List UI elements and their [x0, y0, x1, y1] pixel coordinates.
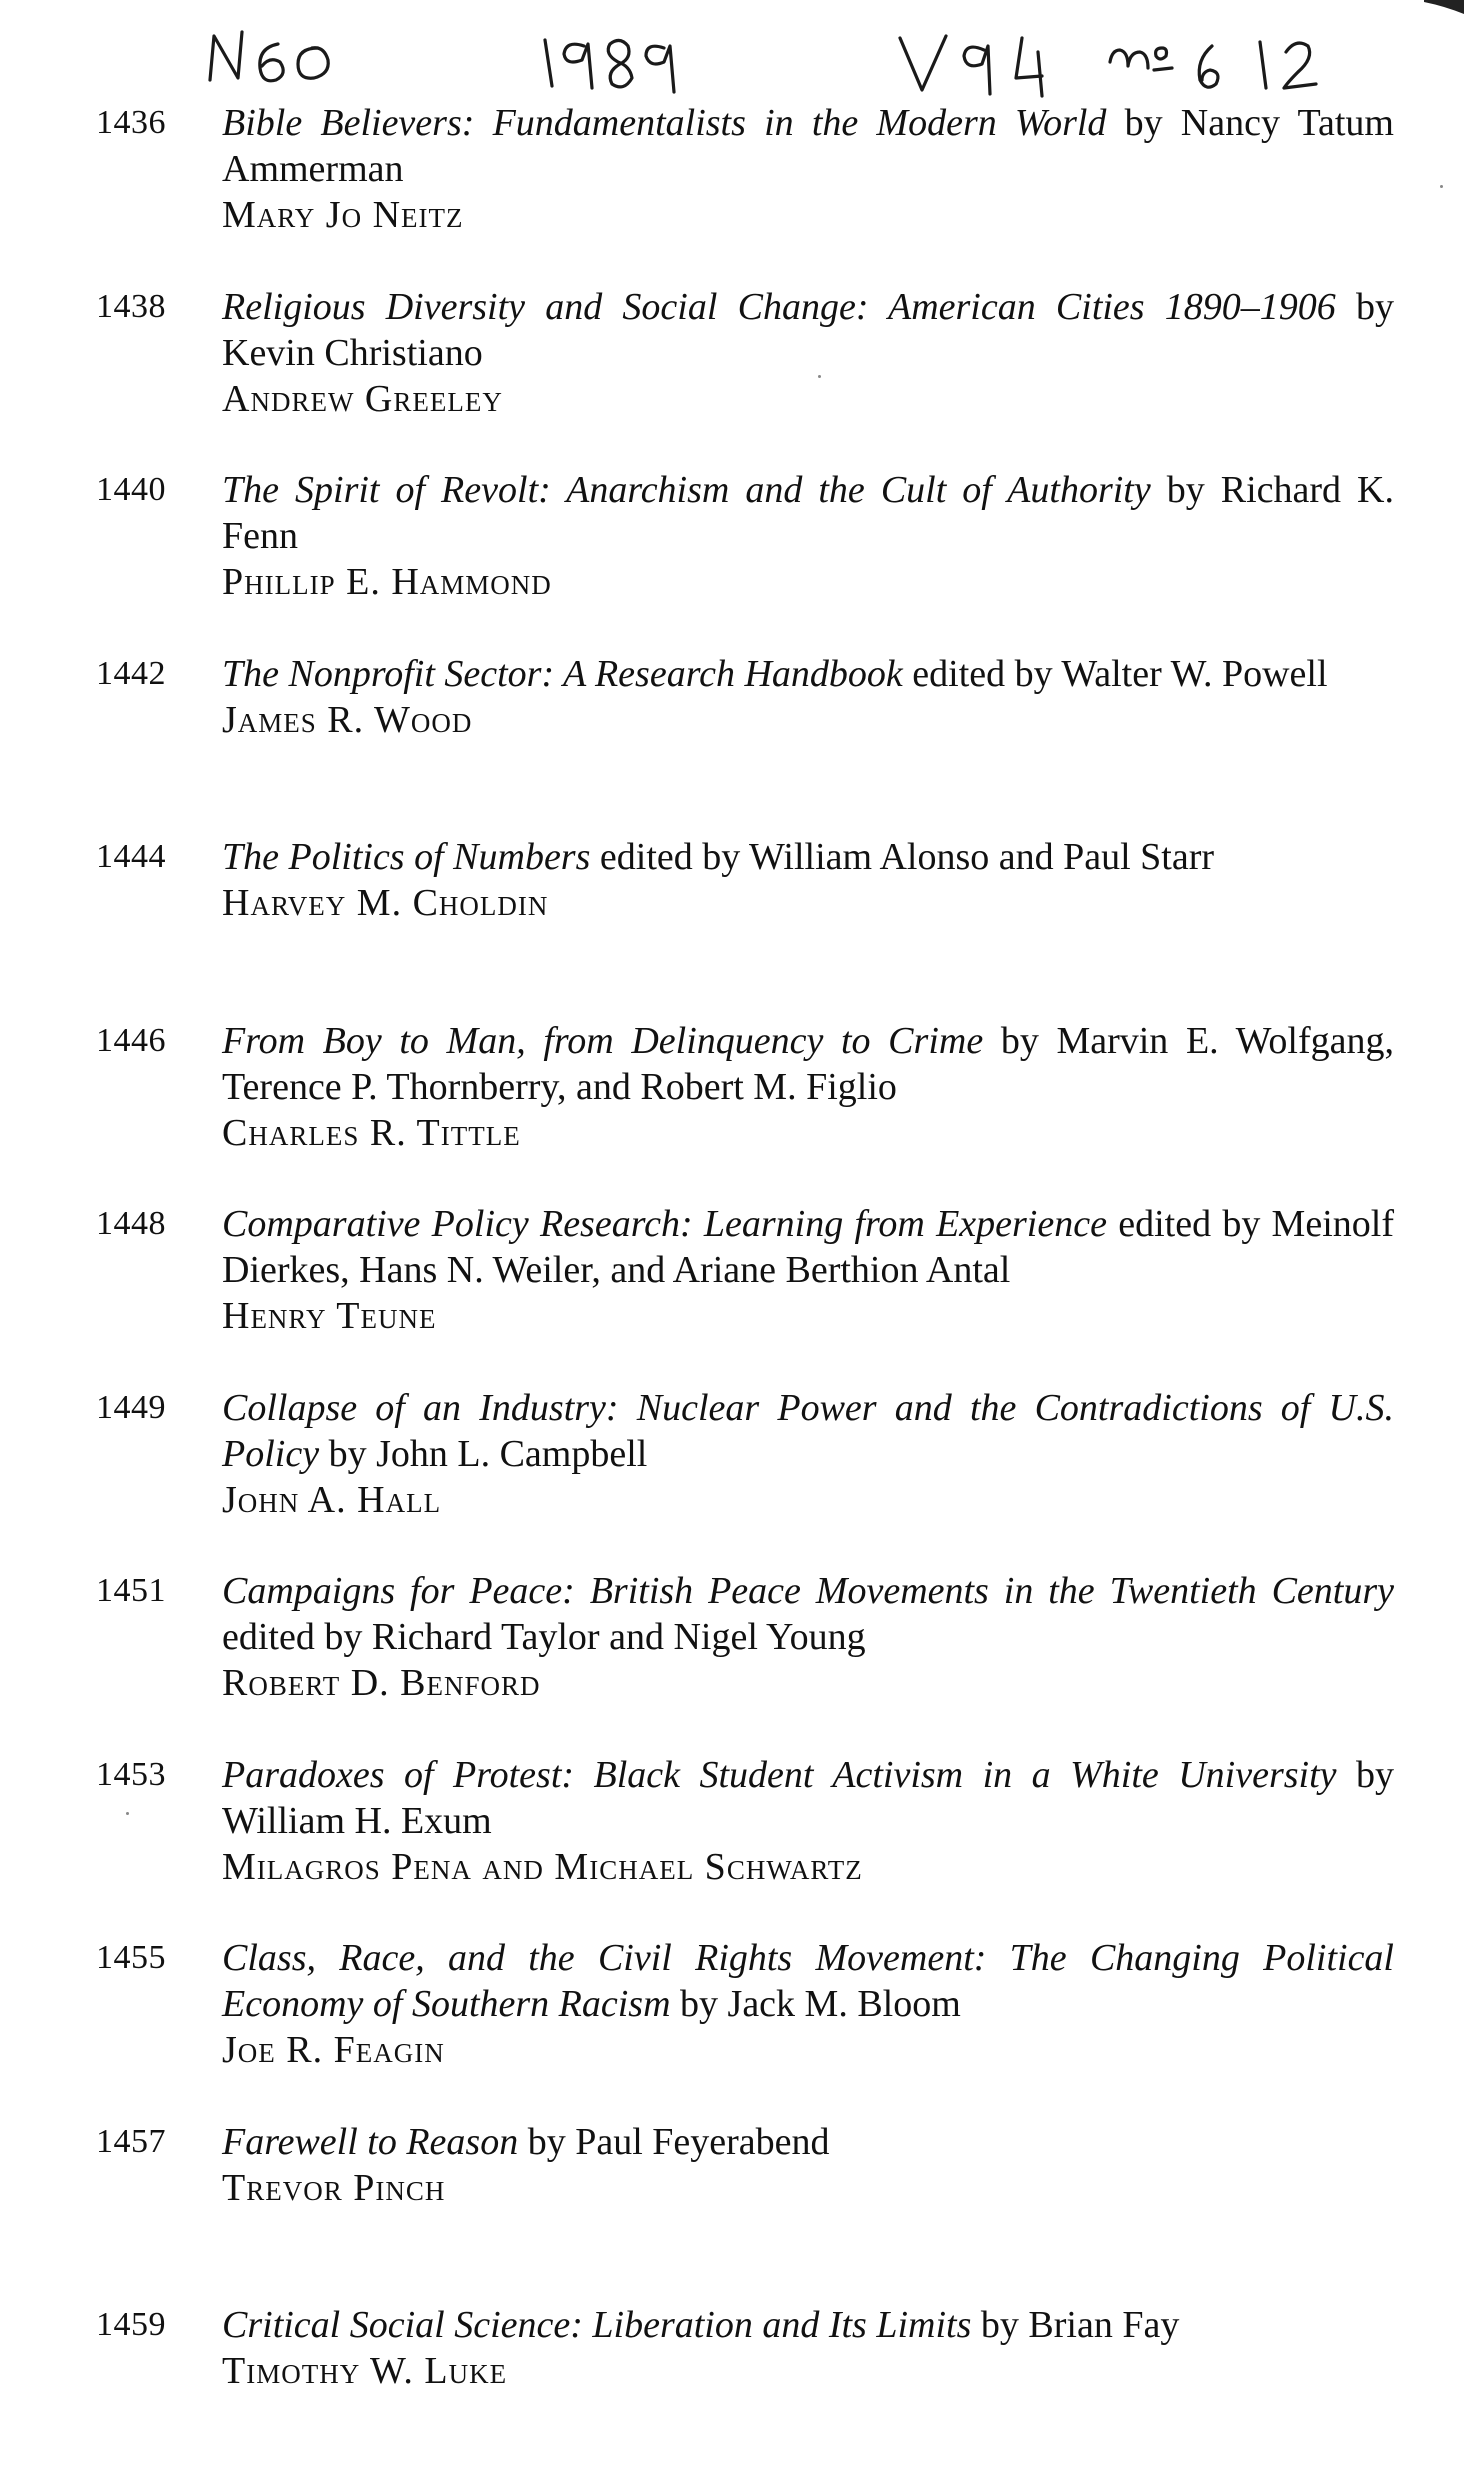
book-byline: by William H. Exum: [222, 1753, 1394, 1842]
reviewer-name: Robert D. Benford: [222, 1662, 541, 1704]
reviewer-name: Charles R. Tittle: [222, 1111, 521, 1154]
list-item: [0, 2113, 1464, 2297]
book-byline: by Paul Feyerabend: [518, 2120, 830, 2163]
book-title: Paradoxes of Protest: Black Student Activism in a White University: [222, 1753, 1337, 1796]
reviewer-name: Phillip E. Hammond: [222, 561, 552, 603]
reviewer-name: Harvey M. Choldin: [222, 882, 549, 924]
entry-text: [222, 2302, 1394, 2394]
book-byline: edited by Walter W. Powell: [902, 652, 1328, 695]
book-title: Bible Believers: Fundamentalists in the Modern World: [222, 102, 1107, 144]
handwritten-note: [200, 18, 1380, 98]
entry-text: [222, 1752, 1394, 1890]
entry-text: [222, 467, 1394, 605]
page-number: 1442: [96, 654, 166, 692]
list-item: [0, 828, 1464, 1012]
book-byline: edited by William Alonso and Paul Starr: [590, 836, 1215, 878]
page-number: 1438: [96, 287, 166, 325]
reviewer-name: Andrew Greeley: [222, 377, 503, 420]
entry-text: [222, 1018, 1394, 1156]
reviewer-name: James R. Wood: [222, 698, 473, 741]
entry-text: [222, 834, 1394, 926]
page-number: 1446: [96, 1021, 166, 1059]
book-byline: edited by Richard Taylor and Nigel Young: [222, 1616, 866, 1658]
list-item: [0, 1195, 1464, 1379]
book-byline: by Richard K. Fenn: [222, 469, 1394, 557]
book-byline: edited by Meinolf Dierkes, Hans N. Weiler, and Ariane Berthion Antal: [222, 1203, 1394, 1291]
book-title: Class, Race, and the Civil Rights Movement: The Changing Political Economy of Southern Racism: [222, 1937, 1394, 2025]
entry-text: [222, 284, 1394, 422]
reviewer-name: Trevor Pinch: [222, 2166, 446, 2209]
reviewer-name: Joe R. Feagin: [222, 2029, 445, 2071]
list-item: [0, 2296, 1464, 2480]
book-byline: by John L. Campbell: [319, 1432, 648, 1475]
page-number: 1451: [96, 1572, 166, 1609]
page-number: 1453: [96, 1755, 166, 1793]
page-number: 1457: [96, 2122, 166, 2160]
reviewer-name: John A. Hall: [222, 1478, 442, 1521]
entry-text: [222, 651, 1394, 743]
contents-list: [0, 94, 1464, 2480]
page-number: 1436: [96, 104, 166, 141]
page-number: 1455: [96, 1939, 166, 1976]
list-item: [0, 645, 1464, 829]
book-byline: by Kevin Christiano: [222, 285, 1394, 374]
book-title: Comparative Policy Research: Learning from Experience: [222, 1203, 1107, 1245]
reviewer-name: Timothy W. Luke: [222, 2350, 508, 2392]
list-item: [0, 1379, 1464, 1563]
book-title: Collapse of an Industry: Nuclear Power and the Contradictions of U.S. Policy: [222, 1386, 1394, 1475]
list-item: [0, 94, 1464, 278]
book-title: From Boy to Man, from Delinquency to Crime: [222, 1019, 984, 1062]
page-number: 1440: [96, 471, 166, 508]
book-byline: by Nancy Tatum Ammerman: [222, 102, 1394, 190]
page-number: 1444: [96, 838, 166, 875]
reviewer-name: Mary Jo Neitz: [222, 194, 464, 236]
book-title: The Spirit of Revolt: Anarchism and the Cult of Authority: [222, 469, 1151, 511]
book-byline: by Marvin E. Wolfgang, Terence P. Thornberry, and Robert M. Figlio: [222, 1019, 1394, 1108]
entry-text: [222, 1201, 1394, 1339]
entry-text: [222, 100, 1394, 238]
book-byline: by Brian Fay: [971, 2304, 1180, 2346]
entry-text: [222, 1568, 1394, 1706]
page-number: 1448: [96, 1205, 166, 1242]
reviewer-name: Milagros Pena and Michael Schwartz: [222, 1845, 863, 1888]
book-title: Religious Diversity and Social Change: American Cities 1890–1906: [222, 285, 1336, 328]
book-title: Campaigns for Peace: British Peace Movements in the Twentieth Century: [222, 1570, 1394, 1612]
list-item: [0, 461, 1464, 645]
list-item: [0, 1746, 1464, 1930]
entry-text: [222, 2119, 1394, 2211]
page-number: 1449: [96, 1388, 166, 1426]
book-title: Critical Social Science: Liberation and Its Limits: [222, 2304, 972, 2346]
list-item: [0, 278, 1464, 462]
list-item: [0, 1929, 1464, 2113]
book-title: The Nonprofit Sector: A Research Handbook: [222, 652, 903, 695]
scan-corner-mark: [1424, 0, 1464, 18]
book-byline: by Jack M. Bloom: [670, 1983, 961, 2025]
list-item: [0, 1562, 1464, 1746]
entry-text: [222, 1935, 1394, 2073]
book-title: Farewell to Reason: [222, 2120, 519, 2163]
reviewer-name: Henry Teune: [222, 1295, 437, 1337]
list-item: [0, 1012, 1464, 1196]
book-title: The Politics of Numbers: [222, 836, 591, 878]
entry-text: [222, 1385, 1394, 1523]
page-number: 1459: [96, 2306, 166, 2343]
